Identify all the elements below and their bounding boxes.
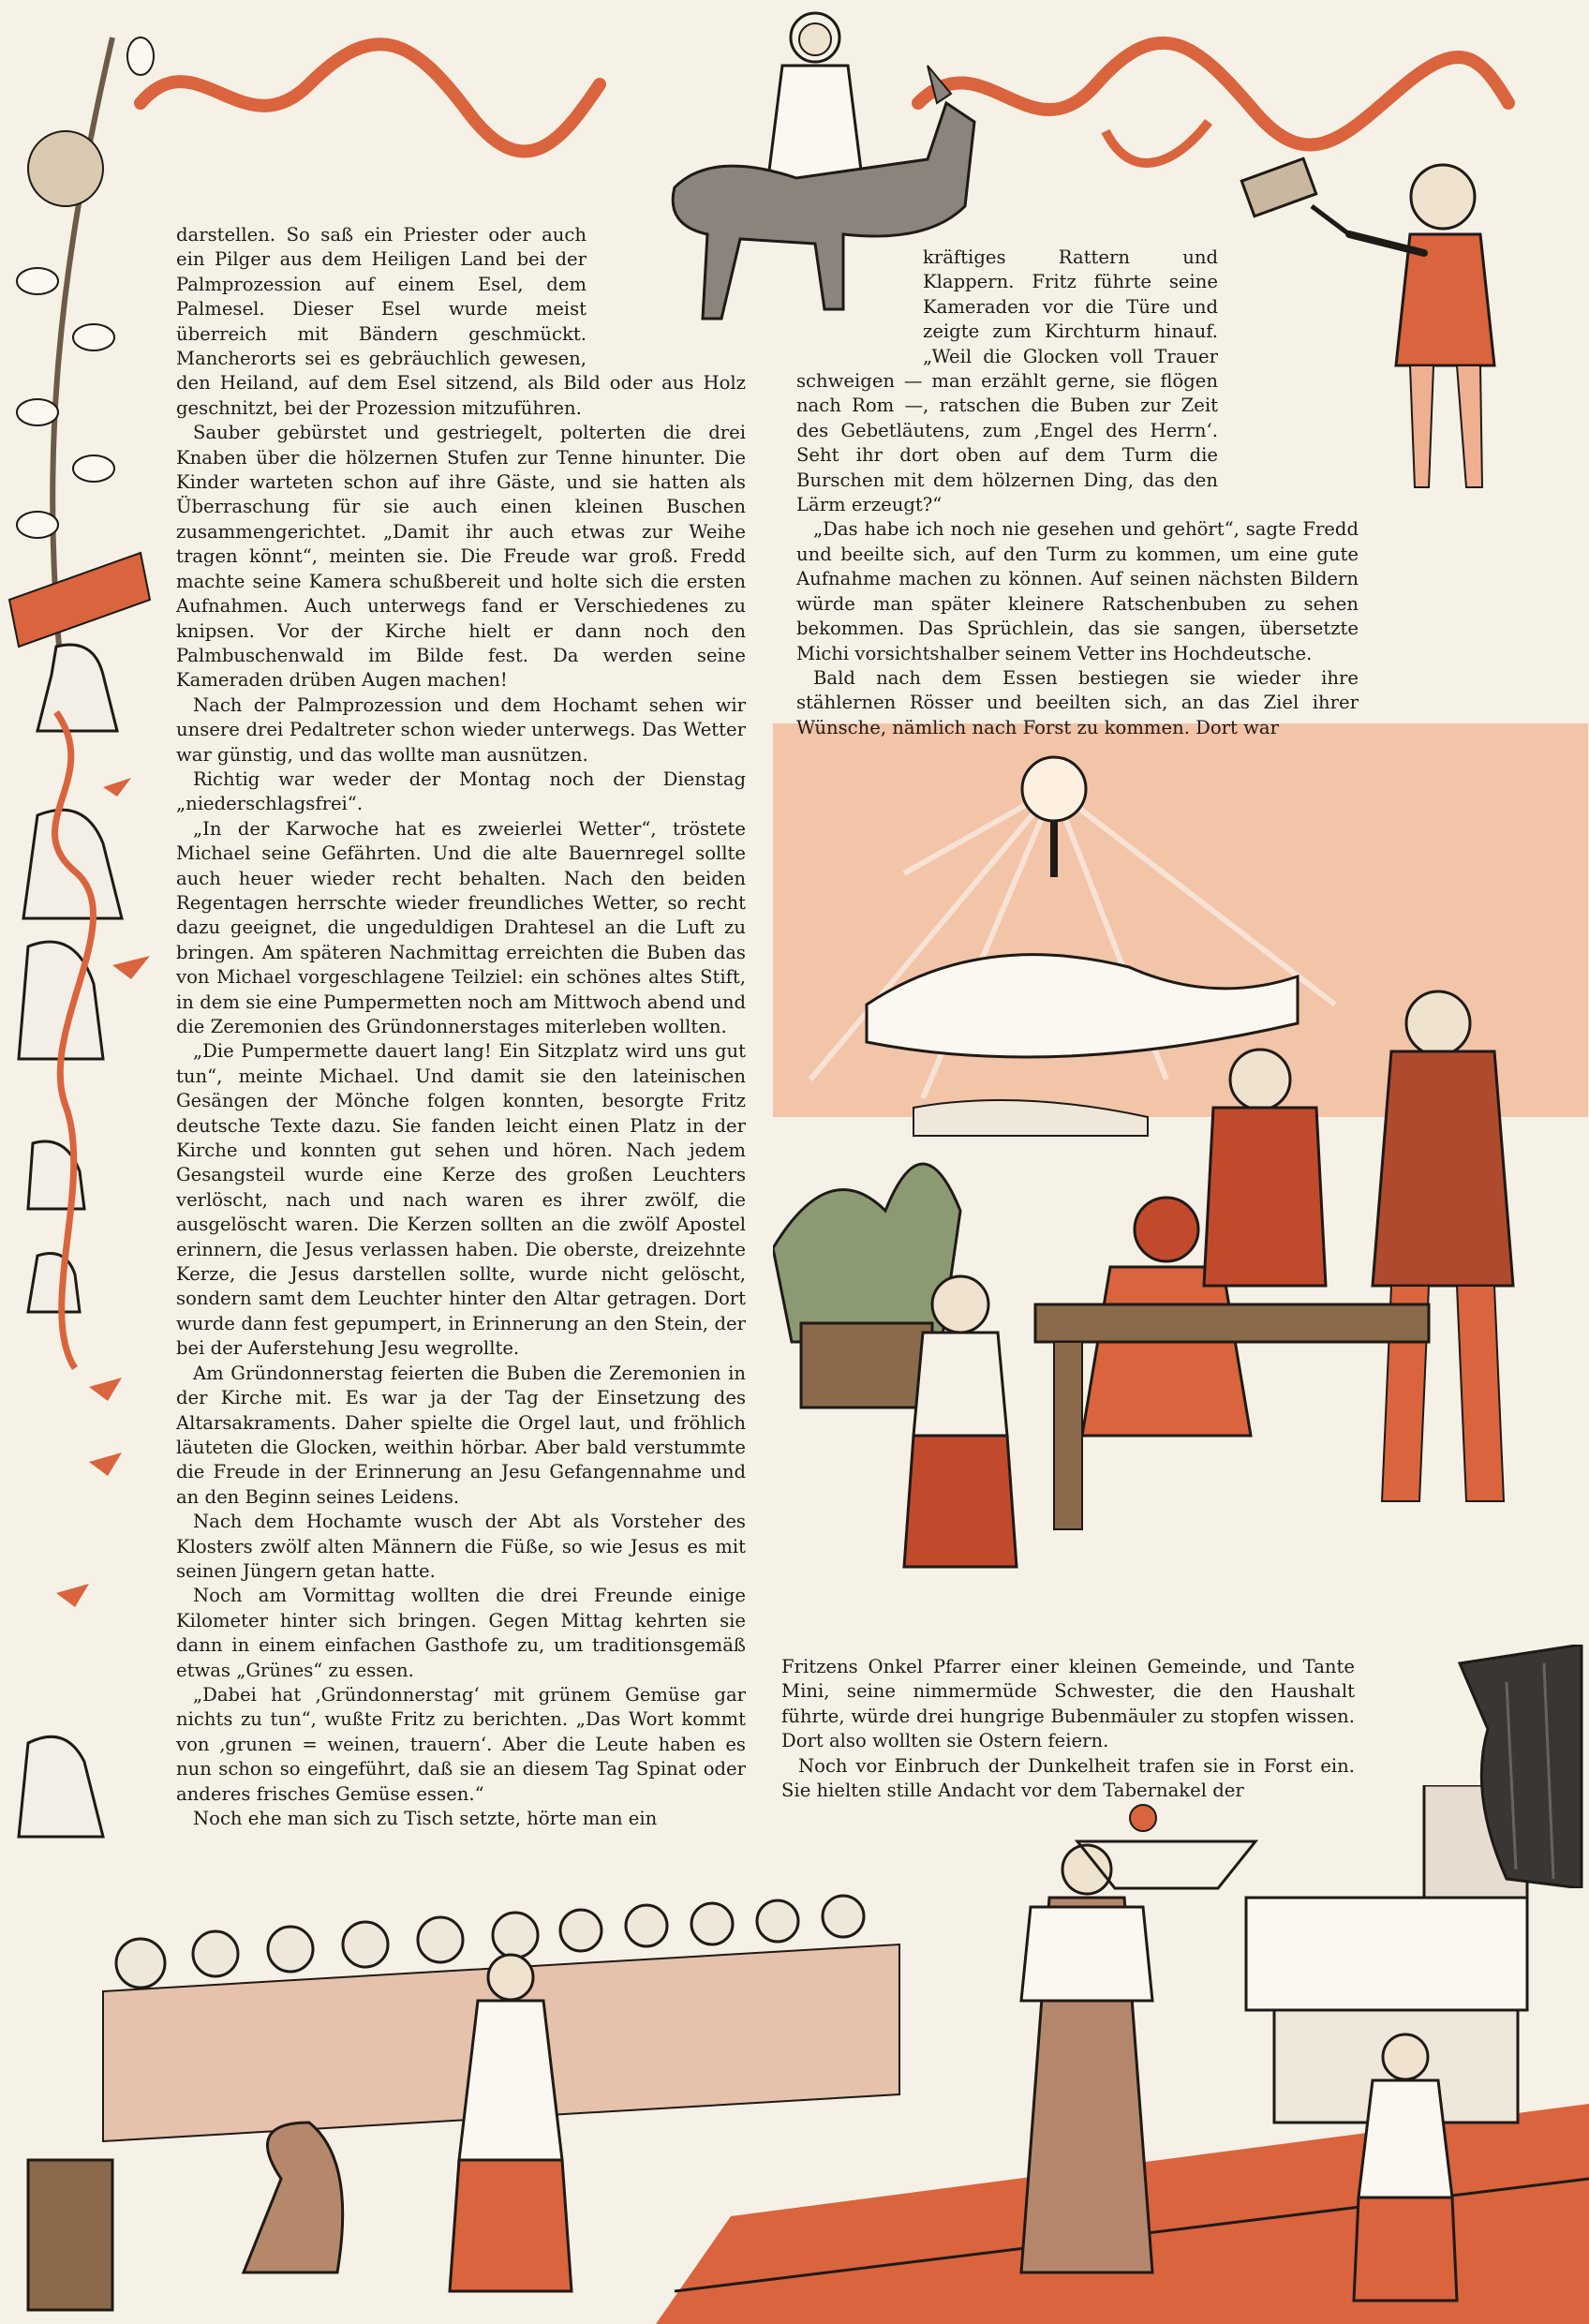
paragraph: darstellen. So saß ein Priester oder auch ein Pilger aus dem Heiligen Land bei der Palmprozession auf einem Esel, dem Palmesel. Dieser Esel wurde meist überreich mit Bändern geschmückt. Mancherorts sei es gebräuchlich gewesen, den Heiland, auf dem Esel sitzend, als Bild oder aus Holz geschnitzt, bei der Prozession mitzuführen. (176, 224, 746, 419)
paragraph: „Dabei hat ‚Gründonnerstag‘ mit grünem Gemüse gar nichts zu tun“, wußte Fritz zu berichten. „Das Wort kommt von ‚grunen = weinen, trauern‘. Aber die Leute haben es nun schon so eingeführt, daß sie an diesem Tag Spinat oder anderes frisches Gemüse essen.“ (176, 1683, 746, 1805)
text-wrap-spacer (796, 246, 923, 365)
paragraph: Noch vor Einbruch der Dunkelheit trafen sie in Forst ein. Sie hielten stille Andacht vor dem Tabernakel der (781, 1754, 1355, 1802)
paragraph: Noch am Vormittag wollten die drei Freunde einige Kilometer hinter sich bringen. Gegen Mittag kehrten sie dann in einem einfachen Gasthofe zu, um traditionsgemäß etwas „Grünes“ zu essen. (176, 1585, 746, 1681)
paragraph: Sauber gebürstet und gestriegelt, polterten die drei Knaben über die hölzernen Stufen zur Tenne hinunter. Die Kinder warteten schon auf ihre Gäste, und sie hatten als Überraschung für sie auch einen kleinen Buschen zusammengerichtet. „Damit ihr auch etwas zur Weihe tragen könnt“, meinten sie. Die Freude war groß. Fredd machte seine Kamera schußbereit und holte sich die ersten Aufnahmen. Auch unterwegs fand er Verschiedenes zu knipsen. Vor der Kirche hielt er dann noch den Palmbuschenwald im Bilde fest. Da werden seine Kameraden drüben Augen machen! (176, 422, 746, 692)
paragraph: „Die Pumpermette dauert lang! Ein Sitzplatz wird uns gut tun“, meinte Michael. Und damit sie den lateinischen Gesängen der Mönche folgen konnten, besorgte Fritz deutsche Texte dazu. Sie fanden leicht einen Platz in der Kirche und konnten gut sehen und hören. Nach jedem Gesangsteil wurde eine Kerze des großen Leuchters verlöscht, nach und nach waren es ihrer zwölf, die ausgelöscht waren. Die Kerzen sollten an die zwölf Apostel erinnern, die Jesus verlassen haben. Die oberste, dreizehnte Kerze, die Jesus darstellen sollte, wurde nicht gelöscht, sondern samt dem Leuchter hinter den Altar getragen. Dort wurde dann fest gepumpert, in Erinnerung an den Stein, der bei der Auferstehung Jesu wegrollte. (176, 1040, 746, 1360)
text-wrap-spacer (1218, 246, 1359, 480)
paragraph: Bald nach dem Essen bestiegen sie wieder ihre stählernen Rösser und beeilten sich, an das Ziel ihrer Wünsche, nämlich nach Forst zu kommen. Dort war (796, 666, 1359, 738)
right-curtain-illustration (1450, 1645, 1589, 1888)
right-bottom-text-column (781, 1655, 1355, 1803)
draped-cloth-icon (1450, 1645, 1589, 1888)
paragraph: Noch ehe man sich zu Tisch setzte, hörte man ein (193, 1808, 658, 1829)
left-border-illustration (0, 0, 178, 1874)
paragraph: Richtig war weder der Montag noch der Dienstag „niederschlagsfrei“. (176, 767, 746, 815)
center-scene-illustration (773, 723, 1588, 1642)
paragraph: „In der Karwoche hat es zweierlei Wetter“, tröstete Michael seine Gefährten. Und die alte Bauernregel sollte auch heuer wieder recht behalten. Nach den beiden Regentagen herrschte wieder freundliches Wetter, so recht dazu geeignet, die ungeduldigen Drahtesel an die Luft zu bringen. Am späteren Nachmittag erreichten die Buben das von Michael vorgeschlagene Teilziel: ein schönes altes Stift, in dem sie eine Pumpermetten noch am Mittwoch abend und die Zeremonien des Gründonnerstages miterleben wollten. (176, 817, 746, 1037)
paragraph: kräftiges Rattern und Klappern. Fritz führte seine Kameraden vor die Türe und zeigte zum Kirchturm hinauf. „Weil die Glocken voll Trauer schweigen — man erzählt gerne, sie flögen nach Rom —, ratschen die Buben zur Zeit des Gebetläutens, zum ‚Engel des Herrn‘. Seht ihr dort oben auf dem Turm die Burschen mit dem hölzernen Ding, das den Lärm erzeugt?“ (796, 246, 1218, 516)
left-text-column (176, 223, 746, 1831)
paragraph: Am Gründonnerstag feierten die Buben die Zeremonien in der Kirche mit. Es war ja der Tag der Einsetzung des Altarsakraments. Daher spielte die Orgel laut, und fröhlich läuteten die Glocken, weithin hörbar. Aber bald verstummte die Freude in der Erinnerung an Jesu Gefangennahme und an den Beginn seines Leidens. (176, 1362, 746, 1508)
right-top-text-column (796, 246, 1359, 740)
paragraph: Nach dem Hochamte wusch der Abt als Vorsteher des Klosters zwölf alten Männern die Füße, so wie Jesus es mit seinen Jüngern getan hatte. (176, 1511, 746, 1582)
tabernacle-adoration-scene-icon (773, 723, 1588, 1642)
paragraph: „Das habe ich noch nie gesehen und gehört“, sagte Fredd und beeilte sich, auf den Turm zu kommen, um eine gute Aufnahme machen zu können. Auf seinen nächsten Bildern würde man später kleinere Ratschenbuben zu sehen bekommen. Das Sprüchlein, das sie sangen, übersetzte Michi vorsichtshalber seinem Vetter ins Hochdeutsche. (796, 518, 1359, 664)
maundy-thursday-foot-washing-scene-icon (0, 1785, 1589, 2324)
palm-branch-and-bells-icon (0, 0, 178, 1874)
bottom-scene-illustration (0, 1785, 1589, 2324)
text-wrap-spacer (587, 223, 746, 362)
paragraph: Nach der Palmprozession und dem Hochamt sehen wir unsere drei Pedaltreter schon wieder unterwegs. Das Wetter war günstig, und das wollte man ausnützen. (176, 693, 746, 766)
paragraph: Fritzens Onkel Pfarrer einer kleinen Gemeinde, und Tante Mini, seine nimmermüde Schwester, die den Haushalt führte, würde drei hungrige Bubenmäuler zu stopfen wissen. Dort also wollten sie Ostern feiern. (781, 1656, 1355, 1752)
